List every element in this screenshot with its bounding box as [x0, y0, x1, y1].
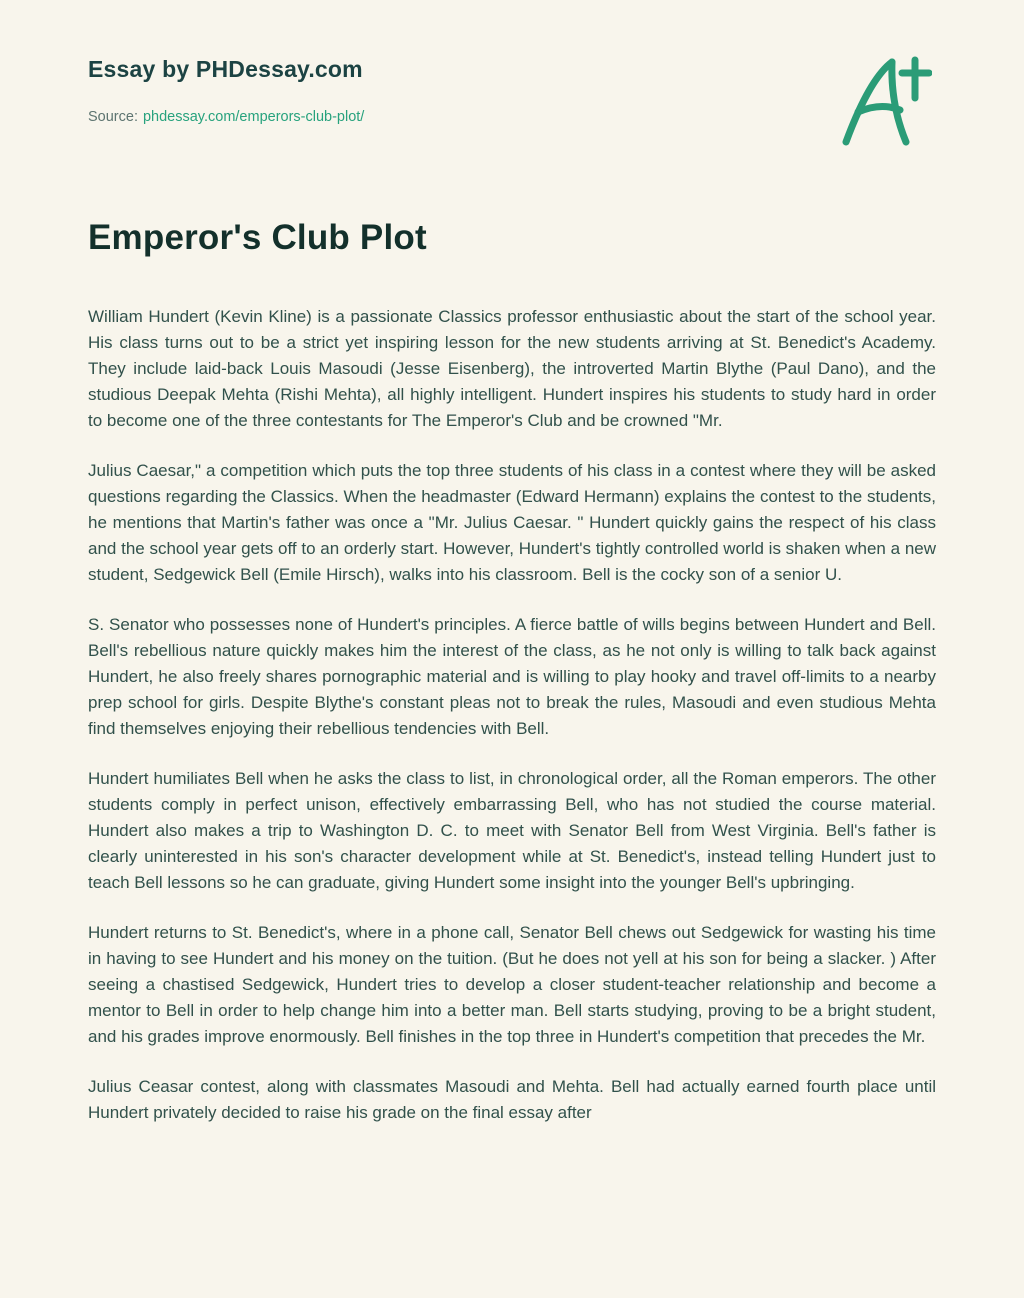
source-label: Source: — [88, 109, 138, 125]
header-left — [88, 52, 364, 125]
essay-paragraph-1: William Hundert (Kevin Kline) is a passionate Classics professor enthusiastic about the start of the school year. His class turns out to be a strict yet inspiring lesson for the new students arriving at St. Benedict's Academy. They include laid-back Louis Masoudi (Jesse Eisenberg), the introverted Martin Blythe (Paul Dano), and the studious Deepak Mehta (Rishi Mehta), all highly intelligent. Hundert inspires his students to study hard in order to become one of the three contestants for The Emperor's Club and be crowned "Mr. — [88, 307, 936, 430]
byline: Essay by PHDessay.com — [88, 56, 363, 82]
a-plus-logo-icon — [832, 52, 932, 152]
essay-title: Emperor's Club Plot — [88, 218, 427, 257]
essay-paragraph-4: Hundert humiliates Bell when he asks the class to list, in chronological order, all the Roman emperors. The other students comply in perfect unison, effectively embarrassing Bell, who has not studied the course material. Hundert also makes a trip to Washington D. C. to meet with Senator Bell from West Virginia. Bell's father is clearly uninterested in his son's character development while at St. Benedict's, instead telling Hundert just to teach Bell lessons so he can graduate, giving Hundert some insight into the younger Bell's upbringing. — [88, 769, 936, 892]
page-header — [88, 52, 936, 152]
essay-paragraph-3: S. Senator who possesses none of Hundert's principles. A fierce battle of wills begins between Hundert and Bell. Bell's rebellious nature quickly makes him the interest of the class, as he not only is willing to talk back against Hundert, he also freely shares pornographic material and is willing to play hooky and travel off-limits to a nearby prep school for girls. Despite Blythe's constant pleas not to break the rules, Masoudi and even studious Mehta find themselves enjoying their rebellious tendencies with Bell. — [88, 615, 936, 738]
essay-paragraph-5: Hundert returns to St. Benedict's, where in a phone call, Senator Bell chews out Sedgewick for wasting his time in having to see Hundert and his money on the tuition. (But he does not yell at his son for being a slacker. ) After seeing a chastised Sedgewick, Hundert tries to develop a closer student-teacher relationship and become a mentor to Bell in order to help change him into a better man. Bell starts studying, proving to be a bright student, and his grades improve enormously. Bell finishes in the top three in Hundert's competition that precedes the Mr. — [88, 923, 936, 1046]
essay-body — [88, 304, 936, 1126]
source-line — [88, 109, 364, 125]
source-link[interactable]: phdessay.com/emperors-club-plot/ — [142, 109, 365, 125]
essay-paragraph-6: Julius Ceasar contest, along with classmates Masoudi and Mehta. Bell had actually earned fourth place until Hundert privately decided to raise his grade on the final essay after — [88, 1077, 936, 1122]
essay-paragraph-2: Julius Caesar," a competition which puts the top three students of his class in a contest where they will be asked questions regarding the Classics. When the headmaster (Edward Hermann) explains the contest to the students, he mentions that Martin's father was once a "Mr. Julius Caesar. " Hundert quickly gains the respect of his class and the school year gets off to an orderly start. However, Hundert's tightly controlled world is shaken when a new student, Sedgewick Bell (Emile Hirsch), walks into his classroom. Bell is the cocky son of a senior U. — [88, 461, 936, 584]
